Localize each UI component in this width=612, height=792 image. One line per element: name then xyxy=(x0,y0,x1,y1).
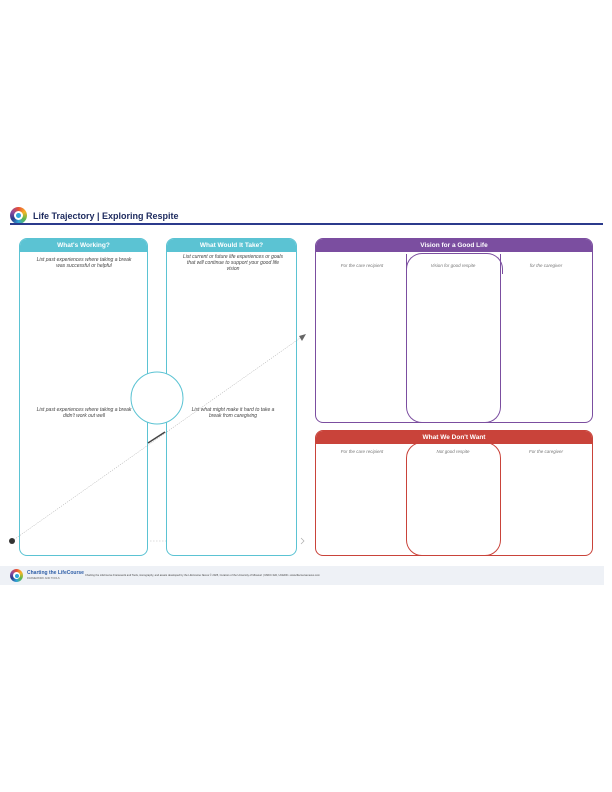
footer-logo-icon xyxy=(10,569,23,582)
dont-want-col-caregiver[interactable]: For the caregiver xyxy=(528,449,563,454)
dont-want-col-not-good-respite[interactable]: Not good respite xyxy=(436,449,470,454)
vision-header: Vision for a Good Life xyxy=(316,239,592,252)
what-would-it-take-header: What Would It Take? xyxy=(167,239,296,252)
chevron-right-icon xyxy=(301,538,304,544)
dont-want-col-care-recipient[interactable]: For the care recipient xyxy=(340,449,384,454)
whats-working-prompt-top[interactable]: List past experiences where taking a break was successful or helpful xyxy=(36,257,132,270)
vision-col-care-recipient[interactable]: For the care recipient xyxy=(340,263,384,268)
dont-want-center-box xyxy=(406,442,501,556)
vision-center-box xyxy=(406,254,501,423)
footer-brand-sub: FRAMEWORK AND TOOLS xyxy=(27,577,60,580)
trajectory-line xyxy=(12,336,303,541)
footer-brand: Charting the LifeCourse xyxy=(27,570,84,576)
whats-working-header: What's Working? xyxy=(20,239,147,252)
focus-circle xyxy=(131,372,183,424)
whats-working-prompt-bottom[interactable]: List past experiences where taking a break didn't work out well xyxy=(36,407,132,420)
what-would-it-take-prompt-top[interactable]: List current or future life experiences or goals that will continue to support your good life vision xyxy=(182,254,284,273)
footer-credit: Charting the LifeCourse Framework and Tools, iconography, and assets developed by the LifeCourse Nexus © 2025, Curators of the University of Missouri | UMKC IHD, UCEDD • www.lifecoursenexus.com xyxy=(85,574,320,577)
vision-col-caregiver[interactable]: for the caregiver xyxy=(529,263,563,268)
vision-col-good-respite[interactable]: Vision for good respite xyxy=(430,263,476,268)
dont-want-header: What We Don't Want xyxy=(316,431,592,444)
what-would-it-take-prompt-bottom[interactable]: List what might make it hard to take a break from caregiving xyxy=(191,407,275,420)
trajectory-arrowhead-icon xyxy=(299,334,306,341)
page-title: Life Trajectory | Exploring Respite xyxy=(33,211,179,221)
trajectory-line-solid xyxy=(148,432,165,443)
trajectory-start-dot-icon xyxy=(9,538,15,544)
